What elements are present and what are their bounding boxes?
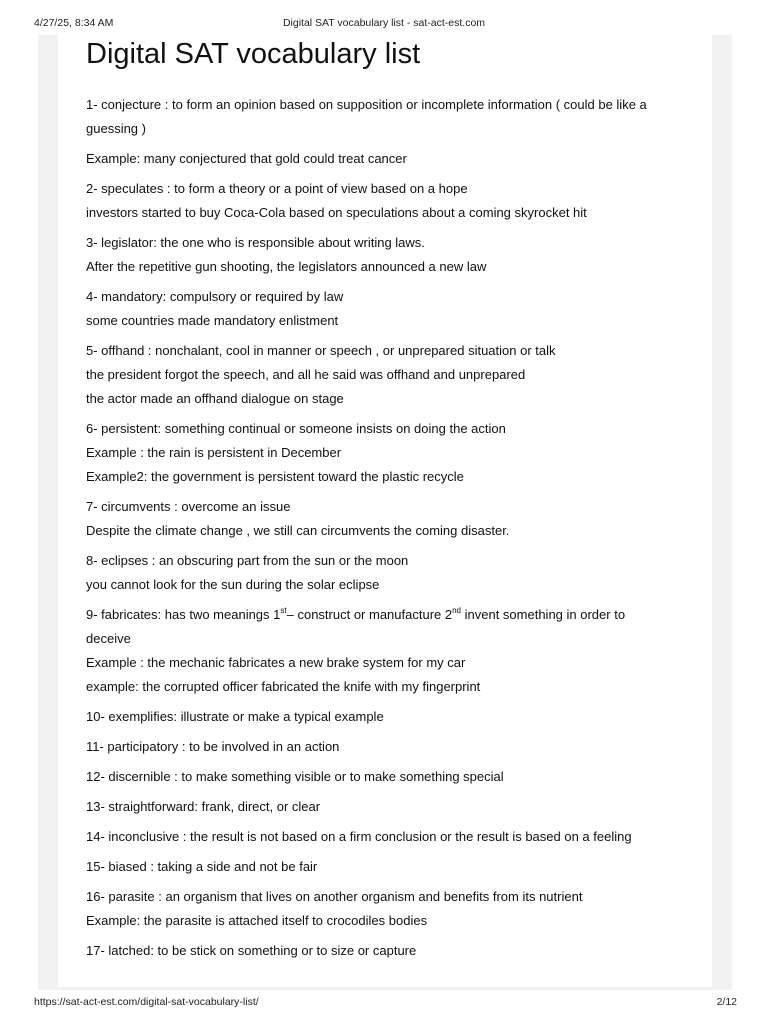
entry-line: example: the corrupted officer fabricated the knife with my fingerprint (86, 679, 481, 694)
vocab-entry-mandatory (86, 285, 686, 333)
entry-line: 15- biased : taking a side and not be fair (86, 859, 318, 874)
entry-line: some countries made mandatory enlistment (86, 313, 339, 328)
print-header (0, 17, 768, 31)
page-number: 2/12 (716, 996, 737, 1008)
entry-line: deceive (86, 631, 131, 646)
print-footer (0, 996, 768, 1010)
entry-line: the actor made an offhand dialogue on stage (86, 391, 344, 406)
entry-line: 13- straightforward: frank, direct, or clear (86, 799, 321, 814)
entry-line-definition (86, 603, 686, 627)
document-body (86, 36, 686, 969)
print-page-title: Digital SAT vocabulary list - sat-act-est.com (282, 17, 486, 29)
definition-text: – construct or manufacture 2 (286, 607, 453, 622)
entry-line: 1- conjecture : to form an opinion based on supposition or incomplete information ( could be like a (86, 97, 647, 112)
entry-line: investors started to buy Coca-Cola based on speculations about a coming skyrocket hit (86, 205, 587, 220)
entry-line: Example : the mechanic fabricates a new brake system for my car (86, 655, 466, 670)
vocab-entry-discernible (86, 765, 686, 789)
entry-line: After the repetitive gun shooting, the legislators announced a new law (86, 259, 487, 274)
vocab-entry-circumvents (86, 495, 686, 543)
vocab-entry-straightforward (86, 795, 686, 819)
print-url: https://sat-act-est.com/digital-sat-vocabulary-list/ (34, 996, 259, 1008)
vocab-entry-conjecture (86, 93, 686, 141)
definition-text: 9- fabricates: has two meanings 1 (86, 607, 281, 622)
entry-line: 16- parasite : an organism that lives on another organism and benefits from its nutrient (86, 889, 583, 904)
entry-line: Example : the rain is persistent in December (86, 445, 342, 460)
entry-line: 3- legislator: the one who is responsible about writing laws. (86, 235, 425, 250)
page-margin-left (38, 35, 58, 990)
vocab-entry-fabricates (86, 603, 686, 699)
entry-line: 11- participatory : to be involved in an action (86, 739, 340, 754)
entry-line: Despite the climate change , we still can circumvents the coming disaster. (86, 523, 510, 538)
ordinal-suffix: nd (452, 606, 462, 615)
print-datetime: 4/27/25, 8:34 AM (34, 17, 114, 29)
vocab-entry-participatory (86, 735, 686, 759)
entry-line: 2- speculates : to form a theory or a point of view based on a hope (86, 181, 468, 196)
entry-line: 14- inconclusive : the result is not based on a firm conclusion or the result is based on a feeling (86, 829, 632, 844)
definition-text: invent something in order to (461, 607, 626, 622)
vocab-entry-offhand (86, 339, 686, 411)
entry-line: 7- circumvents : overcome an issue (86, 499, 291, 514)
entry-line: Example: many conjectured that gold could treat cancer (86, 151, 407, 166)
page-margin-right (712, 35, 732, 990)
entry-line: 6- persistent: something continual or someone insists on doing the action (86, 421, 506, 436)
entry-line: 10- exemplifies: illustrate or make a typical example (86, 709, 384, 724)
vocab-entry-persistent (86, 417, 686, 489)
entry-line: 8- eclipses : an obscuring part from the sun or the moon (86, 553, 409, 568)
vocab-entry-parasite (86, 885, 686, 933)
vocabulary-list (86, 93, 686, 963)
ordinal-suffix: st (280, 606, 287, 615)
entry-line: the president forgot the speech, and all he said was offhand and unprepared (86, 367, 526, 382)
vocab-entry-speculates (86, 177, 686, 225)
vocab-entry-conjecture-example (86, 147, 686, 171)
page-margin-bottom (38, 987, 732, 990)
entry-line: Example2: the government is persistent toward the plastic recycle (86, 469, 464, 484)
entry-line: 4- mandatory: compulsory or required by law (86, 289, 344, 304)
vocab-entry-inconclusive (86, 825, 686, 849)
entry-line: 17- latched: to be stick on something or to size or capture (86, 943, 417, 958)
vocab-entry-exemplifies (86, 705, 686, 729)
vocab-entry-latched (86, 939, 686, 963)
page-heading: Digital SAT vocabulary list (86, 38, 421, 70)
vocab-entry-legislator (86, 231, 686, 279)
vocab-entry-biased (86, 855, 686, 879)
entry-line: Example: the parasite is attached itself to crocodiles bodies (86, 913, 428, 928)
entry-line: you cannot look for the sun during the solar eclipse (86, 577, 380, 592)
entry-line: 5- offhand : nonchalant, cool in manner or speech , or unprepared situation or talk (86, 343, 556, 358)
vocab-entry-eclipses (86, 549, 686, 597)
entry-line: 12- discernible : to make something visible or to make something special (86, 769, 504, 784)
entry-line: guessing ) (86, 121, 146, 136)
